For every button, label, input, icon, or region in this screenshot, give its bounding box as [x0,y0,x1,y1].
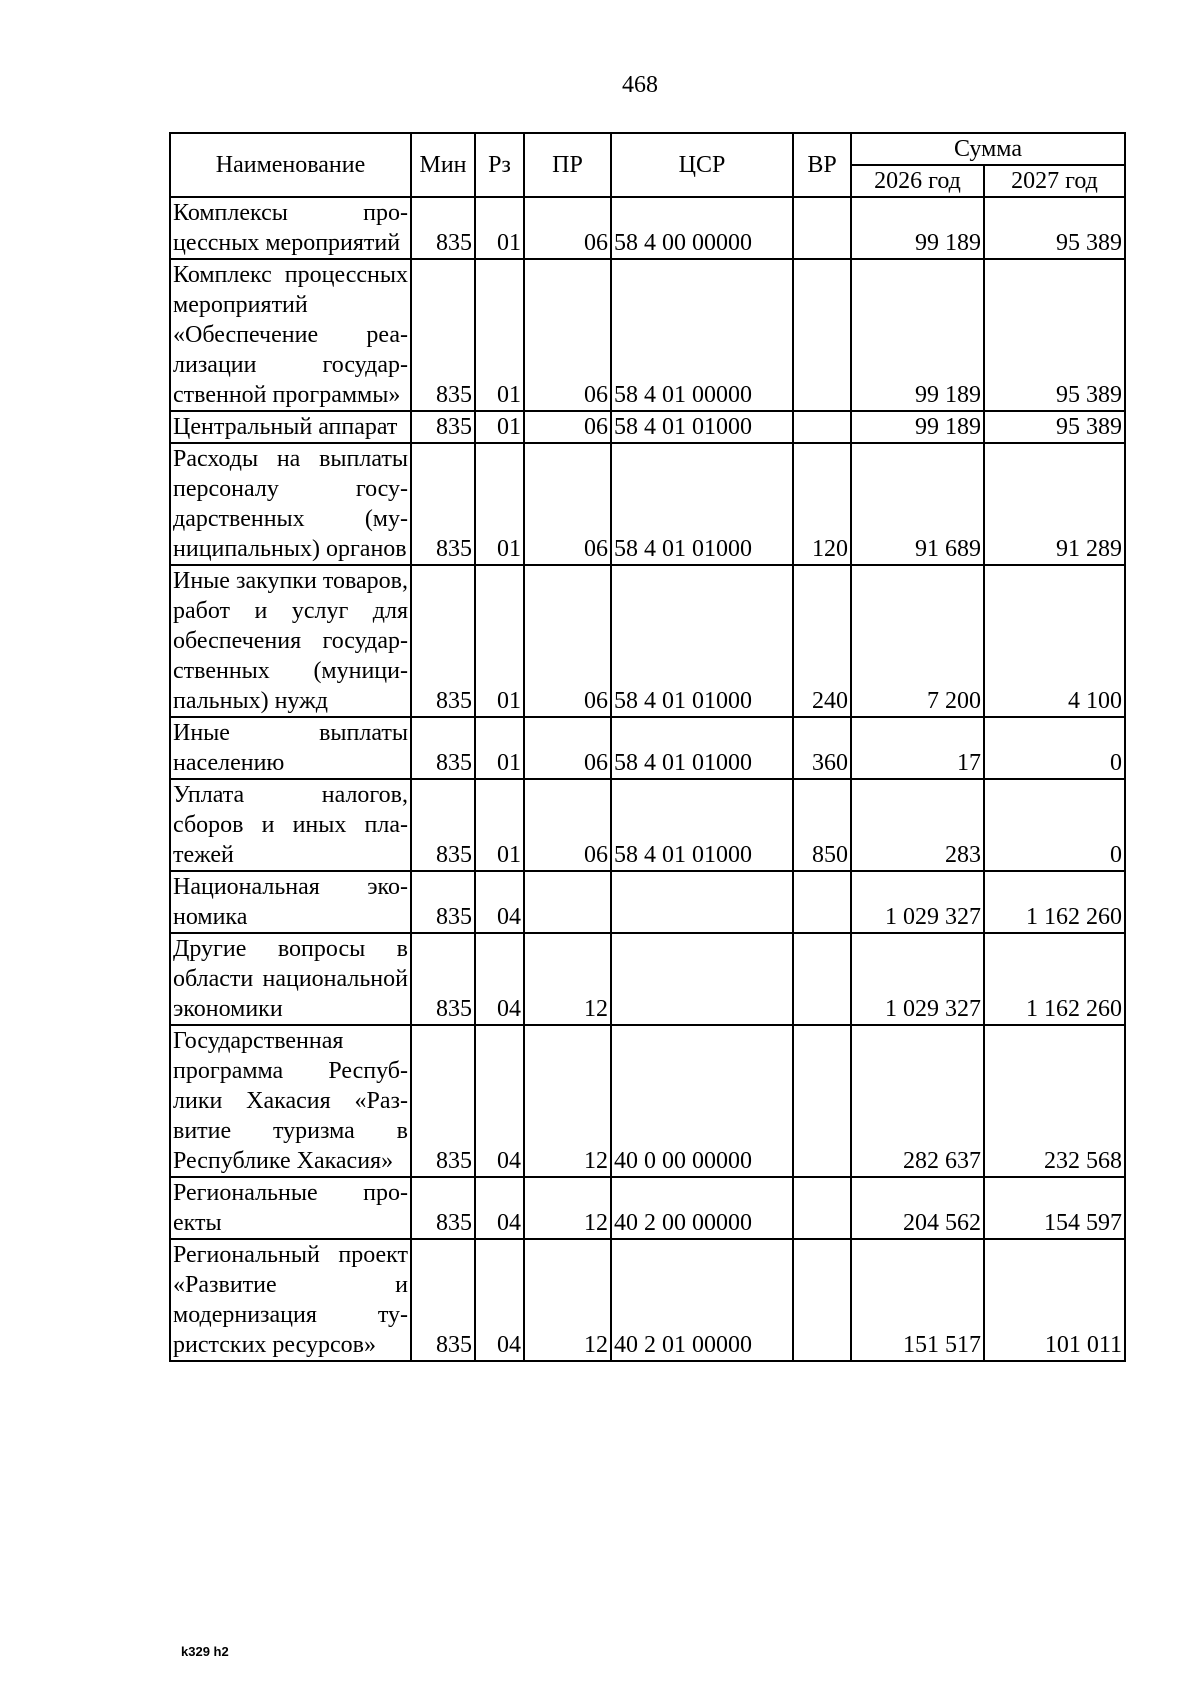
cell-pr: 06 [524,197,611,259]
cell-csr: 58 4 01 01000 [611,717,793,779]
table-row [170,197,1125,259]
cell-csr: 58 4 01 01000 [611,411,793,443]
cell-rz: 01 [475,779,524,871]
cell-rz: 01 [475,259,524,411]
header-pr: ПР [524,133,611,197]
header-sum: Сумма [851,133,1125,165]
cell-min: 835 [411,565,475,717]
table-row [170,411,1125,443]
cell-csr: 58 4 00 00000 [611,197,793,259]
cell-vr [793,259,851,411]
cell-name: Комплекс процессных мероприятий «Обеспечение реализации государственной программы» [170,259,411,411]
cell-min: 835 [411,933,475,1025]
cell-name: Иные выплаты населению [170,717,411,779]
page-number: 468 [622,72,658,98]
cell-sum-2026: 282 637 [851,1025,984,1177]
cell-sum-2027: 95 389 [984,411,1125,443]
cell-name: Региональные проекты [170,1177,411,1239]
table-row [170,871,1125,933]
cell-sum-2027: 232 568 [984,1025,1125,1177]
cell-rz: 01 [475,197,524,259]
cell-rz: 04 [475,1025,524,1177]
header-year-2027: 2027 год [984,165,1125,197]
cell-sum-2026: 99 189 [851,411,984,443]
cell-sum-2026: 99 189 [851,197,984,259]
cell-csr: 58 4 01 01000 [611,779,793,871]
cell-sum-2027: 95 389 [984,259,1125,411]
cell-vr: 850 [793,779,851,871]
cell-name: Государственная программа Республики Хакасия «Развитие туризма в Республике Хакасия» [170,1025,411,1177]
table-row [170,1025,1125,1177]
cell-sum-2026: 7 200 [851,565,984,717]
header-row [170,133,1125,165]
cell-pr: 06 [524,411,611,443]
cell-name: Расходы на выплаты персоналу государственных (муниципальных) органов [170,443,411,565]
cell-vr: 360 [793,717,851,779]
cell-pr: 12 [524,1239,611,1361]
cell-pr: 12 [524,1025,611,1177]
cell-vr [793,871,851,933]
header-year-2026: 2026 год [851,165,984,197]
cell-sum-2027: 101 011 [984,1239,1125,1361]
cell-name: Региональный проект «Развитие и модернизация туристских ресурсов» [170,1239,411,1361]
cell-rz: 04 [475,1239,524,1361]
cell-sum-2026: 1 029 327 [851,933,984,1025]
cell-sum-2026: 17 [851,717,984,779]
cell-name: Комплексы процессных мероприятий [170,197,411,259]
cell-vr [793,197,851,259]
cell-min: 835 [411,1177,475,1239]
cell-min: 835 [411,443,475,565]
cell-pr: 12 [524,933,611,1025]
cell-min: 835 [411,259,475,411]
cell-name: Уплата налогов, сборов и иных платежей [170,779,411,871]
header-name: Наименование [170,133,411,197]
cell-sum-2027: 0 [984,779,1125,871]
cell-vr: 120 [793,443,851,565]
cell-min: 835 [411,779,475,871]
cell-csr: 40 2 00 00000 [611,1177,793,1239]
cell-sum-2026: 151 517 [851,1239,984,1361]
cell-csr: 40 2 01 00000 [611,1239,793,1361]
cell-min: 835 [411,1239,475,1361]
cell-rz: 04 [475,871,524,933]
cell-sum-2027: 1 162 260 [984,871,1125,933]
cell-sum-2026: 283 [851,779,984,871]
cell-vr [793,411,851,443]
cell-sum-2027: 91 289 [984,443,1125,565]
header-rz: Рз [475,133,524,197]
cell-csr [611,871,793,933]
cell-pr: 06 [524,717,611,779]
table-body [170,197,1125,1361]
table-row [170,565,1125,717]
cell-min: 835 [411,1025,475,1177]
cell-min: 835 [411,717,475,779]
cell-vr [793,1177,851,1239]
cell-name: Центральный аппарат [170,411,411,443]
cell-csr: 58 4 01 01000 [611,443,793,565]
cell-sum-2026: 204 562 [851,1177,984,1239]
cell-name: Национальная экономика [170,871,411,933]
budget-table [169,132,1126,1362]
cell-sum-2027: 4 100 [984,565,1125,717]
cell-pr: 12 [524,1177,611,1239]
cell-rz: 01 [475,565,524,717]
cell-pr: 06 [524,565,611,717]
cell-rz: 01 [475,717,524,779]
cell-rz: 04 [475,1177,524,1239]
cell-sum-2027: 154 597 [984,1177,1125,1239]
cell-csr: 40 0 00 00000 [611,1025,793,1177]
cell-vr [793,933,851,1025]
header-vr: ВР [793,133,851,197]
cell-name: Другие вопросы в области национальной экономики [170,933,411,1025]
cell-min: 835 [411,197,475,259]
cell-rz: 01 [475,411,524,443]
cell-sum-2026: 1 029 327 [851,871,984,933]
cell-vr [793,1025,851,1177]
cell-pr: 06 [524,259,611,411]
cell-sum-2027: 0 [984,717,1125,779]
cell-sum-2027: 95 389 [984,197,1125,259]
cell-csr: 58 4 01 00000 [611,259,793,411]
table-row [170,1239,1125,1361]
cell-rz: 01 [475,443,524,565]
cell-csr: 58 4 01 01000 [611,565,793,717]
table-row [170,1177,1125,1239]
table-row [170,717,1125,779]
cell-min: 835 [411,411,475,443]
cell-rz: 04 [475,933,524,1025]
cell-pr: 06 [524,443,611,565]
cell-pr: 06 [524,779,611,871]
header-csr: ЦСР [611,133,793,197]
cell-sum-2026: 91 689 [851,443,984,565]
table-row [170,933,1125,1025]
footer-code: k329 h2 [181,1644,229,1659]
cell-vr [793,1239,851,1361]
cell-name: Иные закупки товаров, работ и услуг для обеспечения государственных (муниципальных) нужд [170,565,411,717]
cell-csr [611,933,793,1025]
cell-vr: 240 [793,565,851,717]
cell-sum-2027: 1 162 260 [984,933,1125,1025]
table-row [170,443,1125,565]
table-row [170,259,1125,411]
cell-sum-2026: 99 189 [851,259,984,411]
cell-min: 835 [411,871,475,933]
cell-pr [524,871,611,933]
header-min: Мин [411,133,475,197]
table-row [170,779,1125,871]
